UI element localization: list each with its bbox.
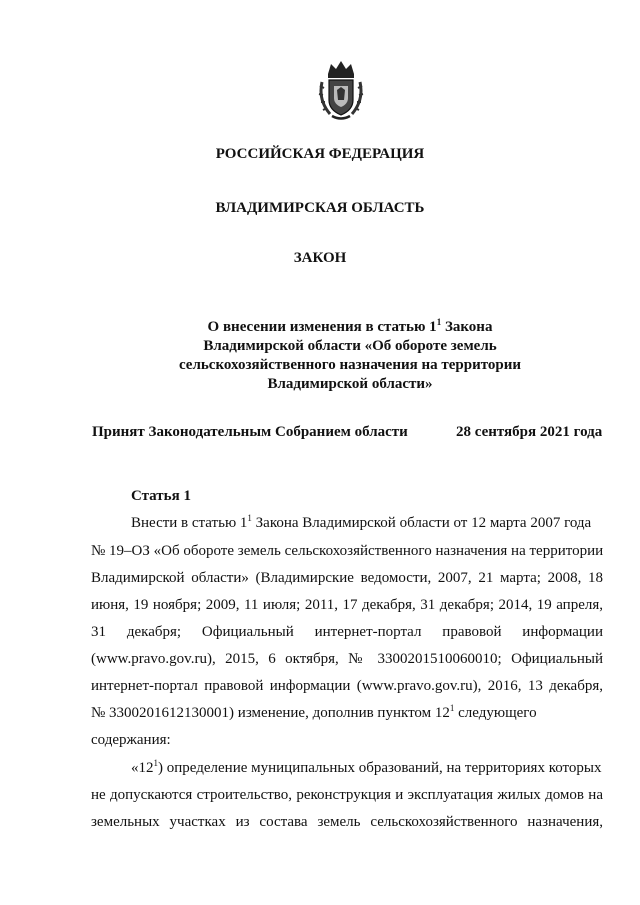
article-text-line: (www.pravo.gov.ru), 2015, 6 октября, № 3300201510060010; Официальный [91,651,603,667]
adoption-label: Принят Законодательным Собранием области [92,424,408,440]
region-heading: ВЛАДИМИРСКАЯ ОБЛАСТЬ [215,200,425,216]
adoption-date: 28 сентября 2021 года [456,424,603,440]
title-line-2: Владимирской области «Об обороте земель [203,338,497,354]
article-text-line: июня, 19 ноября; 2009, 11 июля; 2011, 17 декабря, 31 декабря; 2014, 19 апреля, [91,597,603,613]
law-title [150,318,550,394]
article-text-line: Владимирской области» (Владимирские ведомости, 2007, 21 марта; 2008, 18 [91,570,603,586]
article-text-line: интернет-портал правовой информации (www.pravo.gov.ru), 2016, 13 декабря, [91,678,603,694]
law-heading: ЗАКОН [293,250,347,266]
title-line-1: О внесении изменения в статью $1^1$ Закона [207,317,493,335]
article-text-line: «$12^1$) определение муниципальных образований, на территориях которых [131,758,602,776]
article-text-line: № 19–ОЗ «Об обороте земель сельскохозяйственного назначения на территории [91,543,604,559]
article-heading: Статья 1 [131,488,191,504]
coat-of-arms-icon [318,60,364,122]
title-line-4: Владимирской области» [267,376,433,392]
article-text-line: № 3300201612130001) изменение, дополнив пунктом $12^1$ следующего [91,703,537,721]
federation-heading: РОССИЙСКАЯ ФЕДЕРАЦИЯ [215,146,425,162]
title-line-3: сельскохозяйственного назначения на территории [178,357,522,373]
article-text-line: содержания: [91,732,171,748]
article-text-line: не допускаются строительство, реконструкция и эксплуатация жилых домов на [91,787,603,803]
article-text-line: Внести в статью $1^1$ Закона Владимирской области от 12 марта 2007 года [131,513,592,531]
article-text-line: земельных участках из состава земель сельскохозяйственного назначения, [91,814,603,830]
article-text-line: 31 декабря; Официальный интернет-портал правовой информации [91,624,603,640]
